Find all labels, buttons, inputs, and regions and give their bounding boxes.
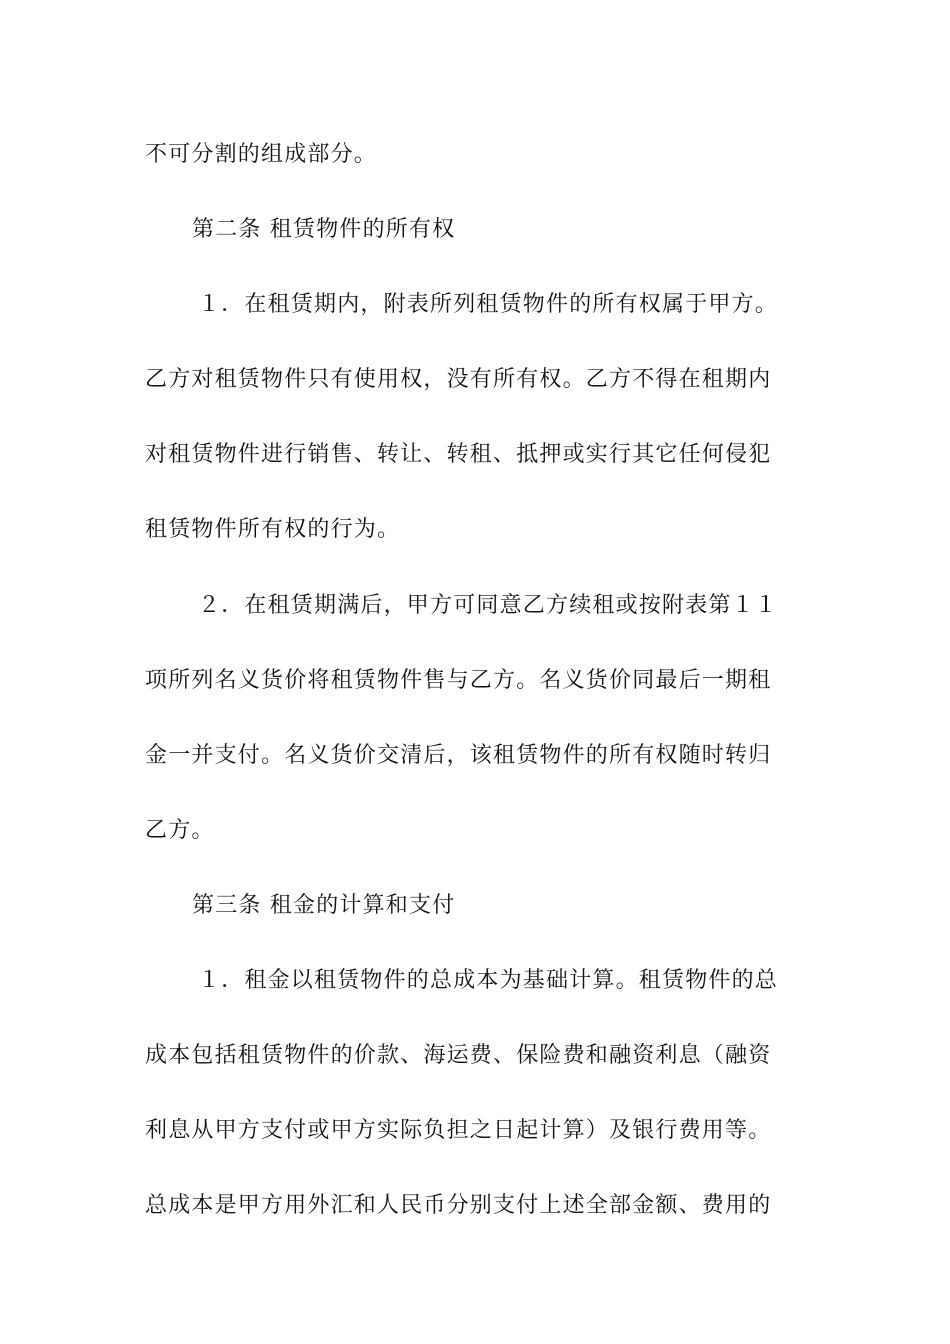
clause-2-1-line-3: 对租赁物件进行销售、转让、转租、抵押或实行其它任何侵犯 [145,442,772,468]
article-3-heading: 第三条 租金的计算和支付 [192,892,456,918]
clause-2-2-line-1: ２．在租赁期满后，甲方可同意乙方续租或按附表第１１ [198,592,779,618]
clause-2-2-line-2: 项所列名义货价将租赁物件售与乙方。名义货价同最后一期租 [145,667,772,693]
clause-3-1-line-2: 成本包括租赁物件的价款、海运费、保险费和融资利息（融资 [145,1043,772,1069]
clause-2-1-line-4: 租赁物件所有权的行为。 [145,517,401,543]
document-page [145,128,810,1254]
paragraph-continuation: 不可分割的组成部分。 [145,142,378,167]
clause-2-1-line-1: １．在租赁期内，附表所列租赁物件的所有权属于甲方。 [198,292,779,318]
clause-3-1-line-1: １．租金以租赁物件的总成本为基础计算。租赁物件的总 [198,968,779,994]
clause-2-2-line-4: 乙方。 [145,817,215,843]
clause-3-1-line-4: 总成本是甲方用外汇和人民币分别支付上述全部金额、费用的 [145,1193,772,1219]
clause-3-1-line-3: 利息从甲方支付或甲方实际负担之日起计算）及银行费用等。 [145,1118,772,1144]
clause-2-2-line-3: 金一并支付。名义货价交清后，该租赁物件的所有权随时转归 [145,742,772,768]
article-2-heading: 第二条 租赁物件的所有权 [192,217,456,243]
clause-2-1-line-2: 乙方对租赁物件只有使用权，没有所有权。乙方不得在租期内 [145,367,772,393]
